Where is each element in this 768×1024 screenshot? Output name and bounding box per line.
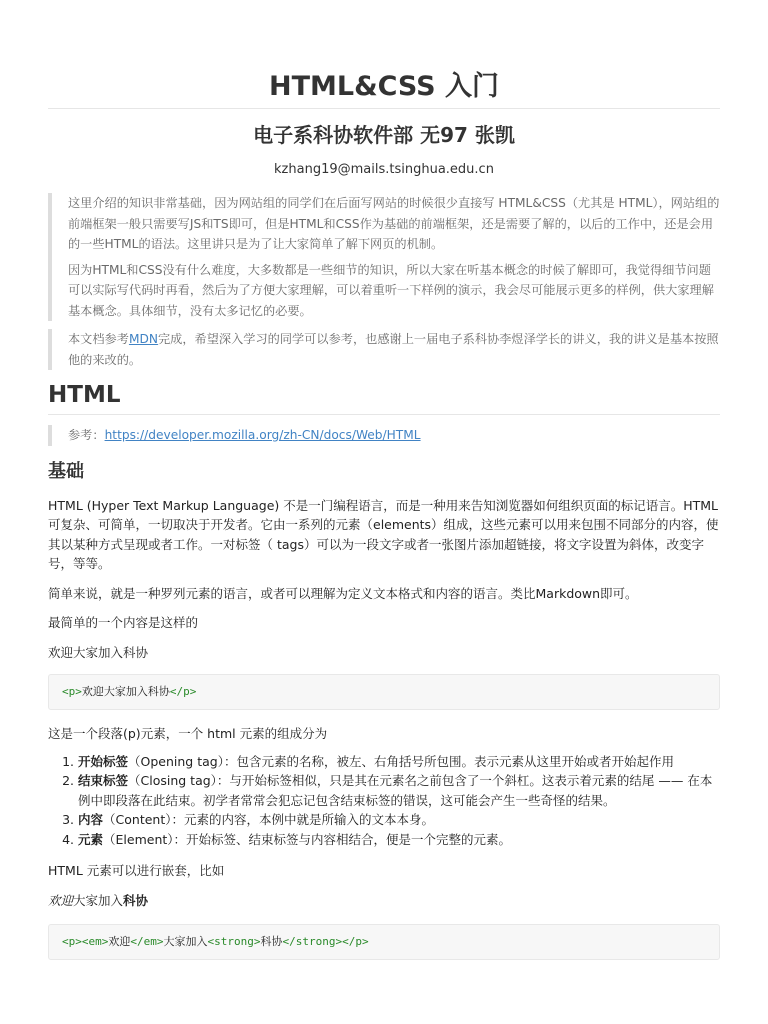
list-item-desc: （Content）：元素的内容，本例中就是所输入的文本本身。 xyxy=(103,812,434,827)
basics-paragraph-2: 简单来说，就是一种罗列元素的语言，或者可以理解为定义文本格式和内容的语言。类比Markdown即可。 xyxy=(48,585,638,601)
intro-reference-suffix: 完成，希望深入学习的同学可以参考，也感谢上一届电子系科协李煜泽学长的讲义，我的讲义是基本按照他的来改的。 xyxy=(68,332,719,367)
code-plain-text: 大家加入 xyxy=(163,935,208,948)
list-item-desc: （Opening tag）：包含元素的名称，被左、右角括号所包围。表示元素从这里开始或者开始起作用 xyxy=(128,753,674,769)
basics-paragraph-4: 欢迎大家加入科协 xyxy=(48,644,149,660)
nested-em-text: 欢迎 xyxy=(48,892,74,908)
element-parts-list xyxy=(48,752,720,850)
document-title: HTML&CSS 入门 xyxy=(48,0,720,109)
code-strong-text: 科协 xyxy=(260,935,283,948)
html-reference-label: 参考： xyxy=(68,428,105,442)
code-p-close: </p> xyxy=(342,935,369,948)
list-item xyxy=(78,830,720,850)
code-em-open: <em> xyxy=(81,935,109,948)
basics-paragraph-6: HTML 元素可以进行嵌套，比如 xyxy=(48,863,225,878)
author-email: kzhang19@mails.tsinghua.edu.cn xyxy=(274,162,494,177)
html-section-heading: HTML xyxy=(48,380,720,415)
list-item-term: 开始标签 xyxy=(78,753,129,769)
nested-strong-text: 科协 xyxy=(123,892,149,908)
intro-reference-prefix: 本文档参考 xyxy=(68,332,129,346)
nested-example xyxy=(48,891,720,911)
code-open-tag: <p> xyxy=(62,685,82,698)
basics-paragraph-3: 最简单的一个内容是这样的 xyxy=(48,615,199,630)
code-strong-close: </strong> xyxy=(282,935,343,948)
list-item-desc: （Closing tag）：与开始标签相似，只是其在元素名之前包含了一个斜杠。这表示着元素的结尾 —— 在本例中即段落在此结束。初学者常常会犯忘记包含结束标签的错误，这可能会产生一些奇怪的结果。 xyxy=(78,773,713,808)
intro-paragraph-3 xyxy=(68,329,720,370)
code-block-paragraph xyxy=(48,674,720,710)
list-item-term: 内容 xyxy=(78,812,104,827)
list-item-term: 结束标签 xyxy=(78,773,129,788)
mdn-link[interactable]: MDN xyxy=(128,332,158,346)
list-item-term: 元素 xyxy=(78,831,104,847)
document-subtitle: 电子系科协软件部 无97 张凯 xyxy=(253,123,515,147)
code-block-nested xyxy=(48,924,720,960)
code-text: 欢迎大家加入科协 xyxy=(81,685,170,698)
list-item xyxy=(78,810,720,830)
list-item xyxy=(78,771,720,810)
intro-blockquote-reference xyxy=(48,329,720,370)
mdn-html-link[interactable]: https://developer.mozilla.org/zh-CN/docs/Web/HTML xyxy=(104,428,421,442)
basics-paragraph-1: HTML (Hyper Text Markup Language) 不是一门编程语言，而是一种用来告知浏览器如何组织页面的标记语言。HTML 可复杂、可简单，一切取决于开发者。它由一系列的元素（elements）组成，这些元素可以用来包围不同部分的内容，使其以某种方式呈现或者工作。一对标签（ tags）可以为一段文字或者一张图片添加超链接，将文字设置为斜体，改变字号，等等。 xyxy=(48,497,719,571)
basics-heading: 基础 xyxy=(48,460,84,482)
code-strong-open: <strong> xyxy=(207,935,261,948)
code-p-open: <p> xyxy=(62,935,82,948)
nested-plain-text: 大家加入 xyxy=(73,892,124,908)
list-item-desc: （Element）：开始标签、结束标签与内容相结合，便是一个完整的元素。 xyxy=(103,831,512,847)
code-em-text: 欢迎 xyxy=(108,935,131,948)
html-reference-line xyxy=(68,425,720,446)
list-item xyxy=(78,752,720,772)
intro-paragraph-2: 因为HTML和CSS没有什么难度，大多数都是一些细节的知识，所以大家在听基本概念的时候了解即可，我觉得细节问题可以实际写代码时再看，然后为了方便大家理解，可以着重听一下样例的演示，我会尽可能展示更多的样例，供大家理解基本概念。具体细节，没有太多记忆的必要。 xyxy=(68,262,714,318)
html-reference-quote xyxy=(48,425,720,446)
code-close-tag: </p> xyxy=(169,685,197,698)
code-em-close: </em> xyxy=(130,935,164,948)
intro-blockquote xyxy=(48,193,720,321)
basics-paragraph-5: 这是一个段落(p)元素，一个 html 元素的组成分为 xyxy=(48,726,328,741)
intro-paragraph-1: 这里介绍的知识非常基础，因为网站组的同学们在后面写网站的时候很少直接写 HTML&CSS（尤其是 HTML），网站组的前端框架一般只需要写JS和TS即可，但是HTML和CSS作为基础的前端框架，还是需要了解的，以后的工作中，还是会用的一些HTML的语法。这里讲只是为了让大家简单了解下网页的机制。 xyxy=(68,196,720,251)
